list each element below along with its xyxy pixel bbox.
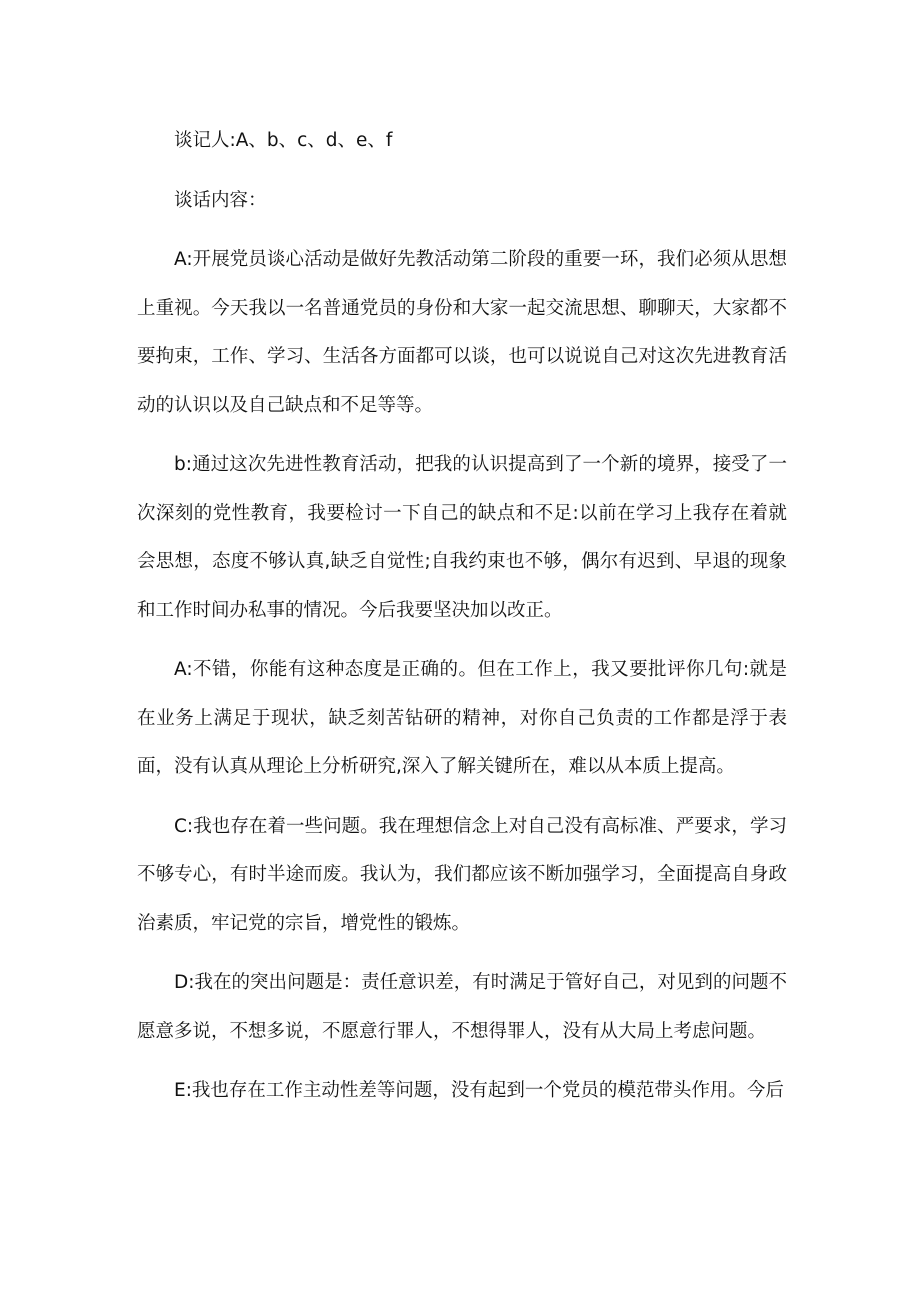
dialogue-paragraph-b: b:通过这次先进性教育活动，把我的认识提高到了一个新的境界，接受了一次深刻的党性教育，我要检讨一下自己的缺点和不足:以前在学习上我存在着就会思想，态度不够认真,缺乏自觉性;自我约束也不够，偶尔有迟到、早退的现象和工作时间办私事的情况。今后我要坚决加以改正。 [137, 454, 787, 621]
dialogue-paragraph-a1: A:开展党员谈心活动是做好先教活动第二阶段的重要一环，我们必须从思想上重视。今天我以一名普通党员的身份和大家一起交流思想、聊聊天，大家都不要拘束，工作、学习、生活各方面都可以谈，也可以说说自己对这次先进教育活动的认识以及自己缺点和不足等等。 [137, 249, 787, 416]
dialogue-paragraph-a2: A:不错，你能有这种态度是正确的。但在工作上，我又要批评你几句:就是在业务上满足于现状，缺乏刻苦钻研的精神，对你自己负责的工作都是浮于表面，没有认真从理论上分析研究,深入了解关键所在，难以从本质上提高。 [137, 659, 787, 777]
content-heading: 谈话内容： [174, 189, 267, 211]
dialogue-paragraph-d: D:我在的突出问题是：责任意识差，有时满足于管好自己，对见到的问题不愿意多说，不想多说，不愿意行罪人，不想得罪人，没有从大局上考虑问题。 [137, 972, 787, 1042]
dialogue-paragraph-c: C:我也存在着一些问题。我在理想信念上对自己没有高标准、严要求，学习不够专心，有时半途而废。我认为，我们都应该不断加强学习，全面提高自身政治素质，牢记党的宗旨，增党性的锻炼。 [137, 815, 787, 934]
document-body [137, 117, 787, 1127]
recorder-line: 谈记人:A、b、c、d、e、f [174, 130, 393, 151]
dialogue-paragraph-e: E:我也存在工作主动性差等问题，没有起到一个党员的模范带头作用。今后 [174, 1080, 784, 1101]
